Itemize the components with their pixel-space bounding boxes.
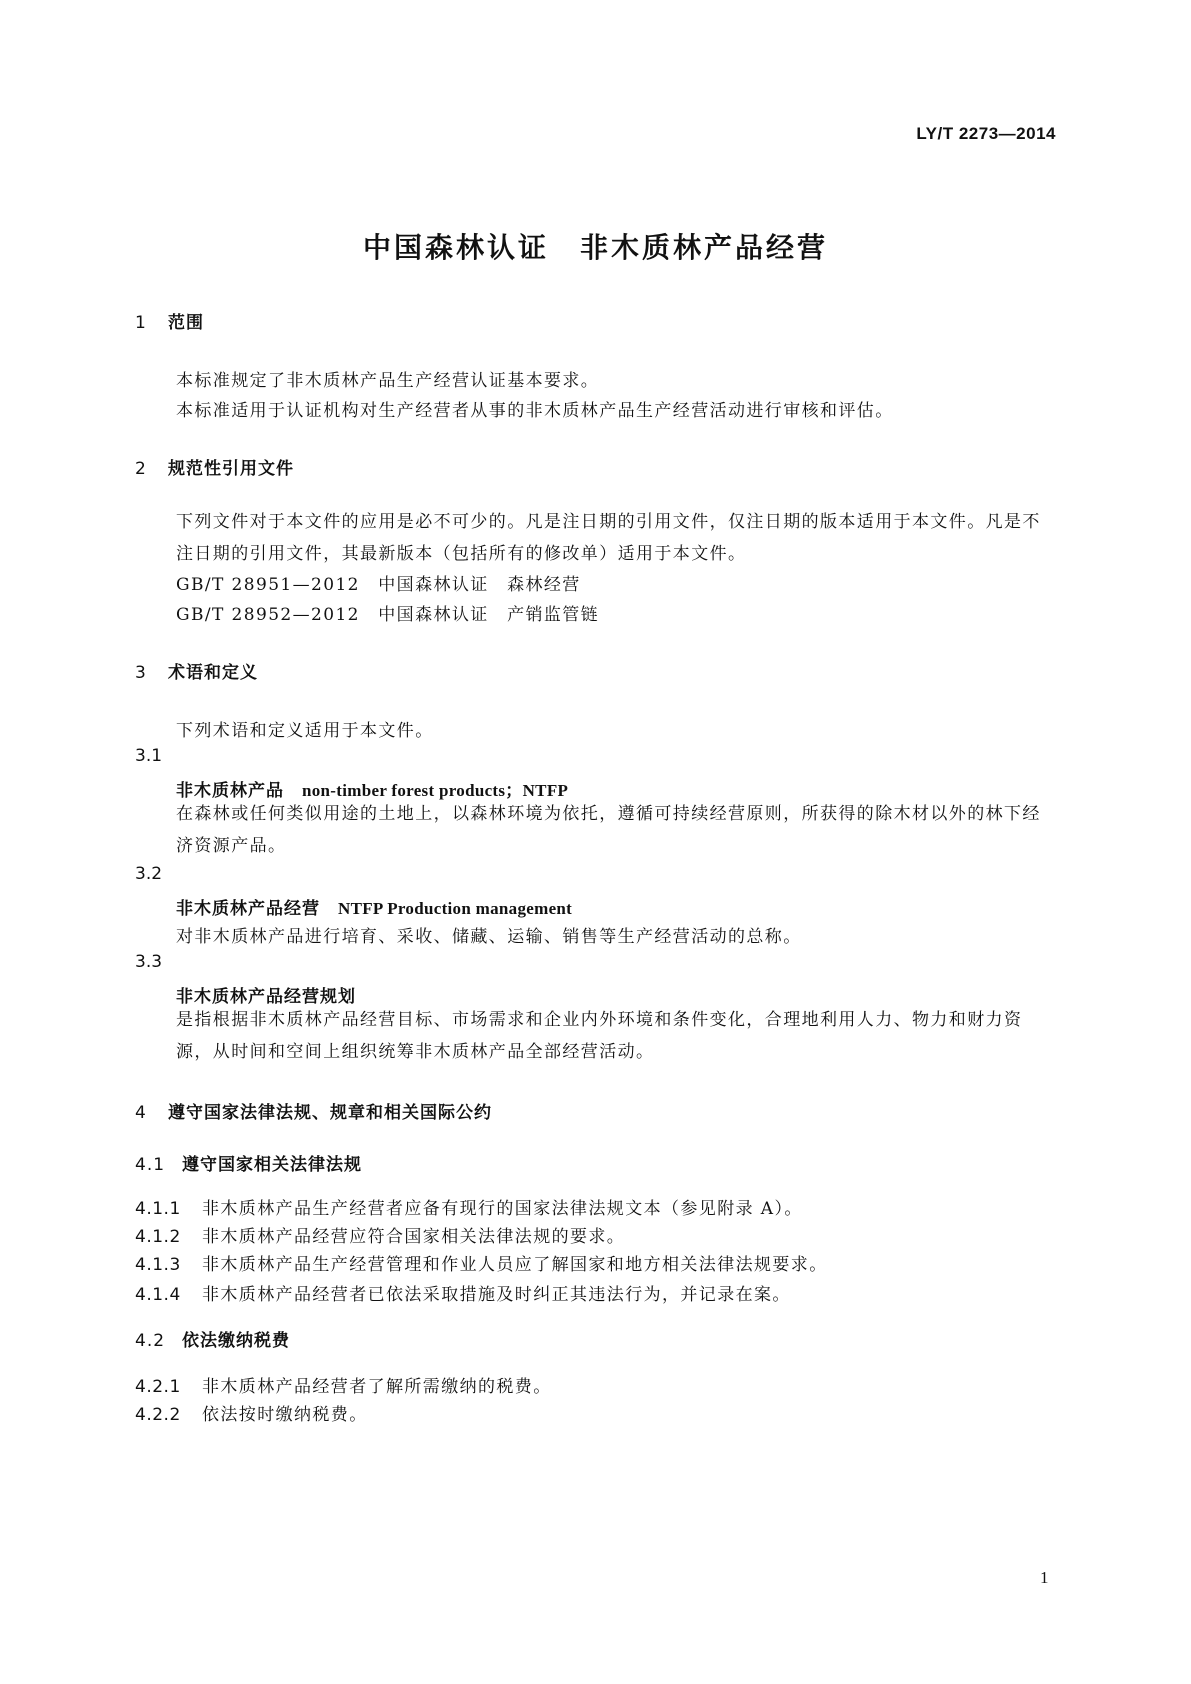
clause xyxy=(135,1372,552,1397)
clause-number: 4.2.1 xyxy=(135,1377,181,1397)
subsection-number: 4.2 xyxy=(135,1331,166,1351)
section-title: 范围 xyxy=(168,313,204,333)
subsection-title: 依法缴纳税费 xyxy=(182,1331,290,1351)
definition-text: 在森林或任何类似用途的土地上，以森林环境为依托，遵循可持续经营原则，所获得的除木材以外的林下经济资源产品。 xyxy=(176,804,1041,856)
paragraph: 下列术语和定义适用于本文件。 xyxy=(176,721,434,741)
clause xyxy=(135,1400,368,1425)
term-number: 3.3 xyxy=(135,952,163,972)
section-heading-2 xyxy=(135,454,294,479)
normative-reference: GB/T 28952—2012 中国森林认证 产销监管链 xyxy=(176,605,600,625)
clause-number: 4.1.4 xyxy=(135,1285,181,1305)
term-cn: 非木质林产品经营 xyxy=(176,899,320,919)
section-number: 1 xyxy=(135,313,147,333)
clause-number: 4.1.1 xyxy=(135,1199,181,1219)
standard-code: LY/T 2273—2014 xyxy=(916,124,1056,143)
subsection-heading-4-2 xyxy=(135,1326,290,1351)
definition-text: 是指根据非木质林产品经营目标、市场需求和企业内外环境和条件变化，合理地利用人力、物力和财力资源，从时间和空间上组织统筹非木质林产品全部经营活动。 xyxy=(176,1010,1023,1062)
clause xyxy=(135,1280,791,1305)
document-title: 中国森林认证 非木质林产品经营 xyxy=(362,231,828,264)
term-definition xyxy=(135,798,1057,862)
section-number: 2 xyxy=(135,459,147,479)
clause-text: 非木质林产品经营应符合国家相关法律法规的要求。 xyxy=(202,1227,626,1247)
subsection-title: 遵守国家相关法律法规 xyxy=(182,1155,362,1175)
term-definition xyxy=(135,1004,1057,1068)
paragraph xyxy=(135,506,1057,570)
section-title: 遵守国家法律法规、规章和相关国际公约 xyxy=(168,1103,492,1123)
subsection-number: 4.1 xyxy=(135,1155,166,1175)
clause-number: 4.2.2 xyxy=(135,1405,181,1425)
clause-text: 非木质林产品生产经营者应备有现行的国家法律法规文本（参见附录 A）。 xyxy=(202,1199,803,1219)
clause-text: 非木质林产品经营者了解所需缴纳的税费。 xyxy=(202,1377,552,1397)
clause-text: 非木质林产品生产经营管理和作业人员应了解国家和地方相关法律法规要求。 xyxy=(202,1255,828,1275)
normative-reference: GB/T 28951—2012 中国森林认证 森林经营 xyxy=(176,575,581,595)
page-number: 1 xyxy=(1040,1568,1049,1587)
clause-text: 依法按时缴纳税费。 xyxy=(202,1405,368,1425)
term-number: 3.1 xyxy=(135,746,163,766)
subsection-heading-4-1 xyxy=(135,1150,362,1175)
section-number: 4 xyxy=(135,1103,147,1123)
clause xyxy=(135,1222,625,1247)
term-en: NTFP Production management xyxy=(338,899,573,918)
section-heading-3 xyxy=(135,658,258,683)
clause-text: 非木质林产品经营者已依法采取措施及时纠正其违法行为，并记录在案。 xyxy=(202,1285,791,1305)
section-heading-1 xyxy=(135,308,204,333)
paragraph-text: 下列文件对于本文件的应用是必不可少的。凡是注日期的引用文件，仅注日期的版本适用于本文件。凡是不注日期的引用文件，其最新版本（包括所有的修改单）适用于本文件。 xyxy=(176,512,1041,564)
term-cn: 非木质林产品经营规划 xyxy=(176,987,356,1007)
term-heading xyxy=(176,894,572,919)
clause-number: 4.1.2 xyxy=(135,1227,181,1247)
paragraph: 本标准适用于认证机构对生产经营者从事的非木质林产品生产经营活动进行审核和评估。 xyxy=(176,401,894,421)
section-number: 3 xyxy=(135,663,147,683)
clause xyxy=(135,1250,828,1275)
section-heading-4 xyxy=(135,1098,492,1123)
term-definition: 对非木质林产品进行培育、采收、储藏、运输、销售等生产经营活动的总称。 xyxy=(176,927,802,947)
term-number: 3.2 xyxy=(135,864,163,884)
section-title: 规范性引用文件 xyxy=(168,459,294,479)
section-title: 术语和定义 xyxy=(168,663,258,683)
term-en: non-timber forest products；NTFP xyxy=(302,781,569,800)
clause xyxy=(135,1194,803,1219)
term-cn: 非木质林产品 xyxy=(176,781,284,801)
paragraph: 本标准规定了非木质林产品生产经营认证基本要求。 xyxy=(176,371,600,391)
clause-number: 4.1.3 xyxy=(135,1255,181,1275)
